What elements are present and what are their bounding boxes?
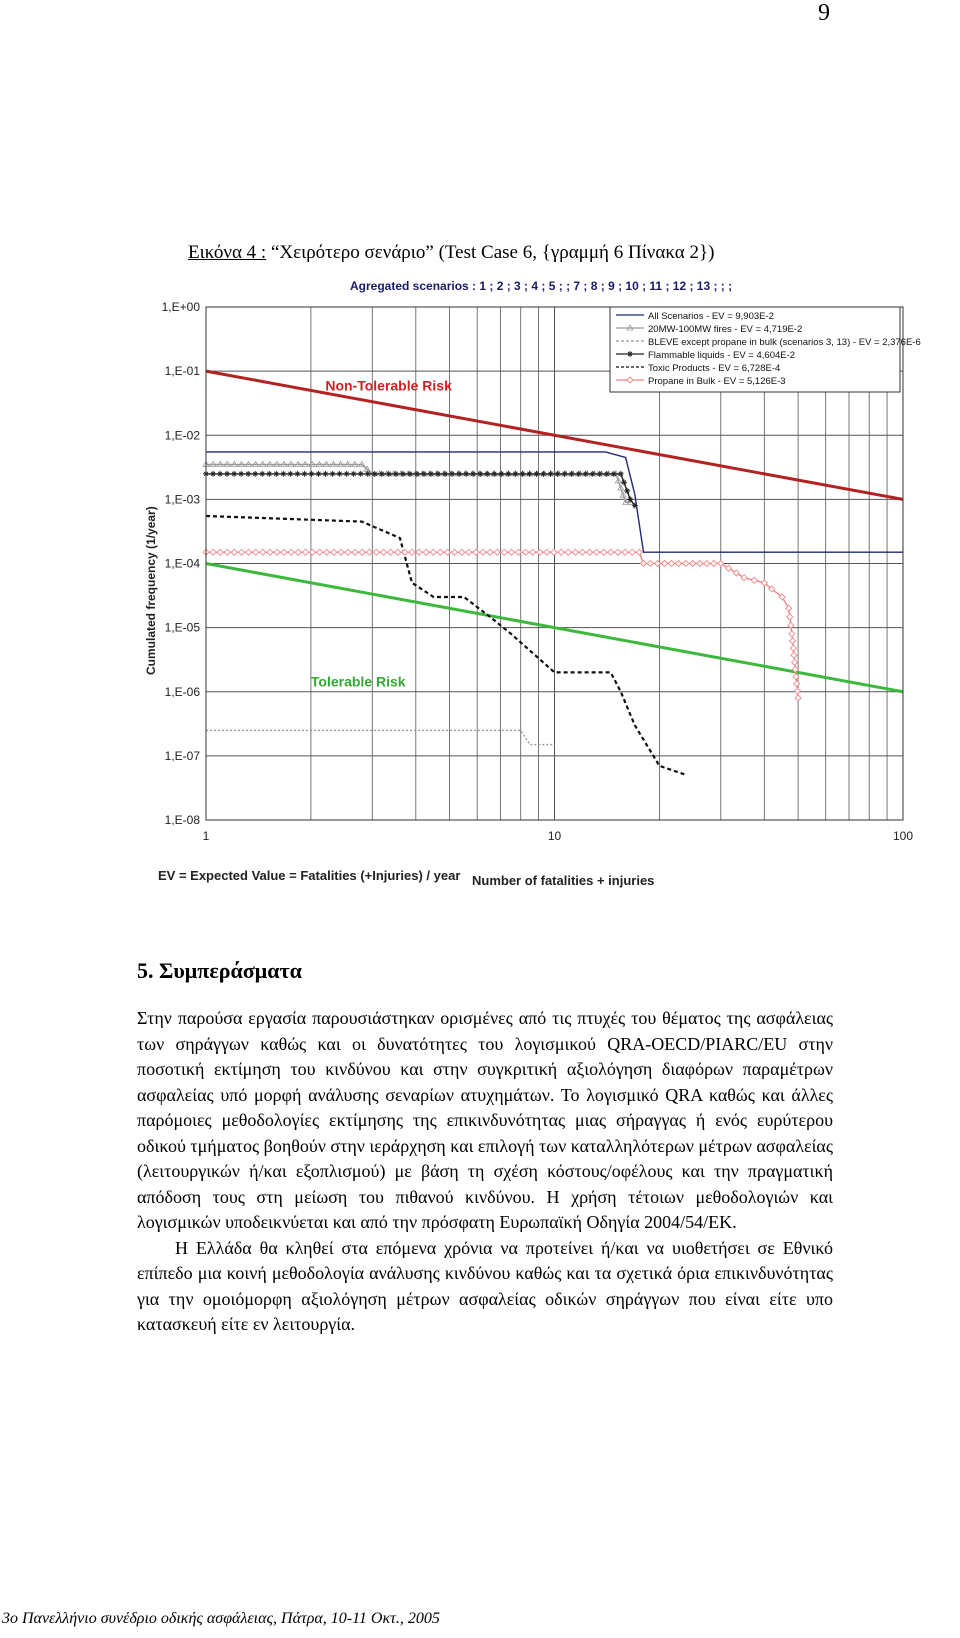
series-marker — [594, 549, 600, 555]
x-tick-label: 10 — [547, 829, 562, 843]
series-marker — [231, 471, 237, 477]
series-marker — [608, 549, 614, 555]
series-marker — [795, 695, 801, 701]
series-marker — [473, 549, 479, 555]
series-marker — [501, 549, 507, 555]
series-marker — [787, 614, 793, 620]
series-marker — [217, 471, 223, 477]
series-marker — [287, 471, 293, 477]
series-marker — [790, 645, 796, 651]
series-marker — [523, 549, 529, 555]
series-marker — [640, 561, 646, 567]
series-marker — [791, 652, 797, 658]
series-marker — [217, 549, 223, 555]
y-tick-label: 1,E-01 — [164, 364, 200, 379]
series-marker — [352, 549, 358, 555]
legend-entry: Propane in Bulk - EV = 5,126E-3 — [648, 376, 786, 387]
series-marker — [260, 549, 266, 555]
series-marker — [530, 549, 536, 555]
series-marker — [786, 605, 792, 611]
series-marker — [622, 549, 628, 555]
series-marker — [669, 561, 675, 567]
x-tick-label: 1 — [202, 829, 210, 843]
x-axis-label: Number of fatalities + injuries — [472, 873, 655, 888]
series-marker — [253, 549, 259, 555]
series-marker — [601, 549, 607, 555]
series-marker — [662, 561, 668, 567]
series-marker — [789, 631, 795, 637]
series-marker — [430, 549, 436, 555]
series-marker — [459, 549, 465, 555]
series-marker — [281, 549, 287, 555]
y-tick-label: 1,E-03 — [164, 492, 200, 507]
legend-entry: Toxic Products - EV = 6,728E-4 — [648, 363, 781, 374]
series-marker — [579, 549, 585, 555]
series-marker — [308, 471, 314, 477]
y-tick-label: 1,E-02 — [164, 428, 200, 443]
series-marker — [544, 549, 550, 555]
series-marker — [624, 488, 630, 494]
series-marker — [224, 549, 230, 555]
series-marker — [315, 471, 321, 477]
y-tick-label: 1,E-05 — [164, 620, 200, 635]
series-marker — [302, 549, 308, 555]
series-marker — [792, 659, 798, 665]
series-marker — [423, 549, 429, 555]
series-marker — [551, 549, 557, 555]
paragraph-1: Στην παρούσα εργασία παρουσιάστηκαν ορισμένες από τις πτυχές του θέματος της ασφάλειας των σηράγγων καθώς και οι δυνατότητες του λογισμικού QRA-OECD/PIARC/EU στην ποσοτική εκτίμηση του κινδύνου και στην συγκριτική αξιολόγηση διαφόρων παραμέτρων ασφαλείας υπό μορφή ανάλυσης σεναρίων ατυχημάτων. Το λογισμικό QRA καθώς και άλλες παρόμοιες μεθοδολογίες εκτίμησης της επικινδυνότητας μιας σήραγγας ή ενός ευρύτερου οδικού τμήματος βοηθούν στην ιεράρχηση και επιλογή των καταλληλότερων μέτρων ασφαλείας (λειτουργικών ή/και εξοπλισμού) με βάση τη σχέση κόστους/οφέλους και την πραγματική απόδοση τους στη μείωση του πιθανού κινδύνου. Η χρήση τέτοιων μεθοδολογιών και λογισμικών υποδεικνύεται και από την πρόσφατη Ευρωπαϊκή Οδηγία 2004/54/ΕΚ. — [137, 1008, 833, 1232]
y-axis-label: Cumulated frequency (1/year) — [144, 506, 158, 675]
series-marker — [323, 471, 329, 477]
legend-entry: 20MW-100MW fires - EV = 4,719E-2 — [648, 324, 803, 335]
series-marker — [388, 549, 394, 555]
series-marker — [345, 549, 351, 555]
series-marker — [337, 471, 343, 477]
x-tick-label: 100 — [892, 829, 914, 843]
series-marker — [683, 561, 689, 567]
series-marker — [288, 549, 294, 555]
series-line — [206, 552, 798, 698]
series-marker — [224, 471, 230, 477]
series-marker — [280, 471, 286, 477]
series-marker — [231, 549, 237, 555]
series-marker — [794, 688, 800, 694]
series-marker — [317, 549, 323, 555]
series-marker — [615, 549, 621, 555]
series-marker — [381, 549, 387, 555]
series-marker — [466, 549, 472, 555]
series-marker — [273, 471, 279, 477]
series-marker — [402, 549, 408, 555]
series-marker — [259, 471, 265, 477]
legend-entry: Flammable liquids - EV = 4,604E-2 — [648, 350, 796, 361]
series-marker — [267, 549, 273, 555]
series-marker — [351, 471, 357, 477]
figure-caption-label: Εικόνα 4 : — [188, 242, 267, 263]
series-marker — [301, 471, 307, 477]
series-marker — [331, 549, 337, 555]
series-marker — [452, 549, 458, 555]
figure-caption — [188, 242, 714, 264]
series-marker — [621, 479, 627, 485]
y-tick-label: 1,E-04 — [164, 556, 200, 571]
series-marker — [324, 549, 330, 555]
series-marker — [239, 549, 245, 555]
figure-caption-text: “Χειρότερο σενάριο” (Test Case 6, {γραμμή 6 Πίνακα 2}) — [266, 242, 715, 263]
chart-title: Agregated scenarios : 1 ; 2 ; 3 ; 4 ; 5 ; ; 7 ; 8 ; 9 ; 10 ; 11 ; 12 ; 13 ; ; ; — [350, 279, 733, 293]
chart-legend — [610, 307, 921, 392]
series-line — [206, 730, 555, 744]
series-marker — [480, 549, 486, 555]
series-marker — [718, 561, 724, 567]
y-tick-label: 1,E+00 — [161, 300, 200, 314]
series-marker — [330, 471, 336, 477]
series-marker — [537, 549, 543, 555]
series-marker — [647, 561, 653, 567]
series-marker — [366, 549, 372, 555]
series-marker — [359, 549, 365, 555]
series-marker — [395, 549, 401, 555]
series-marker — [238, 471, 244, 477]
y-tick-label: 1,E-08 — [164, 813, 200, 827]
series-marker — [751, 577, 757, 583]
series-marker — [266, 471, 272, 477]
series-marker — [294, 471, 300, 477]
y-tick-label: 1,E-07 — [164, 748, 200, 763]
series-marker — [210, 549, 216, 555]
chart-footnote: EV = Expected Value = Fatalities (+Injuries) / year — [158, 868, 461, 883]
paragraph-2: Η Ελλάδα θα κληθεί στα επόμενα χρόνια να προτείνει ή/και να υιοθετήσει σε Εθνικό επίπεδο μια κοινή μεθοδολογία ανάλυσης κινδύνου καθώς και τα σχετικά όρια επικινδυνότητας για την ομοιόμορφη αξιολόγηση μέτρων ασφαλείας οδικών σηράγγων που είναι είτε υπο κατασκευή είτε εν λειτουργία. — [137, 1237, 833, 1334]
series-marker — [344, 471, 350, 477]
series-marker — [636, 549, 642, 555]
series-line — [206, 474, 635, 506]
legend-entry: All Scenarios - EV = 9,903E-2 — [648, 311, 774, 322]
series-marker — [565, 549, 571, 555]
series-marker — [295, 549, 301, 555]
series-marker — [437, 549, 443, 555]
series-marker — [586, 549, 592, 555]
series-marker — [487, 549, 493, 555]
series-marker — [252, 471, 258, 477]
series-marker — [310, 549, 316, 555]
series-marker — [494, 549, 500, 555]
series-marker — [676, 561, 682, 567]
legend-entry: BLEVE except propane in bulk (scenarios 3, 13) - EV = 2,376E-6 — [648, 337, 921, 348]
series-marker — [629, 549, 635, 555]
series-marker — [704, 561, 710, 567]
series-marker — [794, 681, 800, 687]
section-title: 5. Συμπεράσματα — [137, 958, 302, 983]
series-marker — [245, 471, 251, 477]
risk-annotation: Tolerable Risk — [310, 673, 406, 690]
series-marker — [711, 561, 717, 567]
series-marker — [274, 549, 280, 555]
series-marker — [409, 549, 415, 555]
series-marker — [790, 638, 796, 644]
risk-annotation: Non-Tolerable Risk — [325, 377, 452, 394]
series-marker — [246, 549, 252, 555]
series-marker — [373, 549, 379, 555]
series-marker — [508, 549, 514, 555]
series-marker — [358, 471, 364, 477]
series-marker — [572, 549, 578, 555]
y-tick-label: 1,E-06 — [164, 684, 200, 699]
risk-fn-chart — [144, 279, 960, 935]
series-marker — [697, 561, 703, 567]
series-marker — [690, 561, 696, 567]
series-marker — [338, 549, 344, 555]
page-number: 9 — [818, 0, 830, 26]
series-marker — [210, 471, 216, 477]
page-footer: 3ο Πανελλήνιο συνέδριο οδικής ασφάλειας, Πάτρα, 10-11 Οκτ., 2005 — [2, 1610, 440, 1627]
series-line — [206, 465, 630, 503]
series-marker — [416, 549, 422, 555]
series-marker — [558, 549, 564, 555]
section-body — [137, 1006, 833, 1338]
